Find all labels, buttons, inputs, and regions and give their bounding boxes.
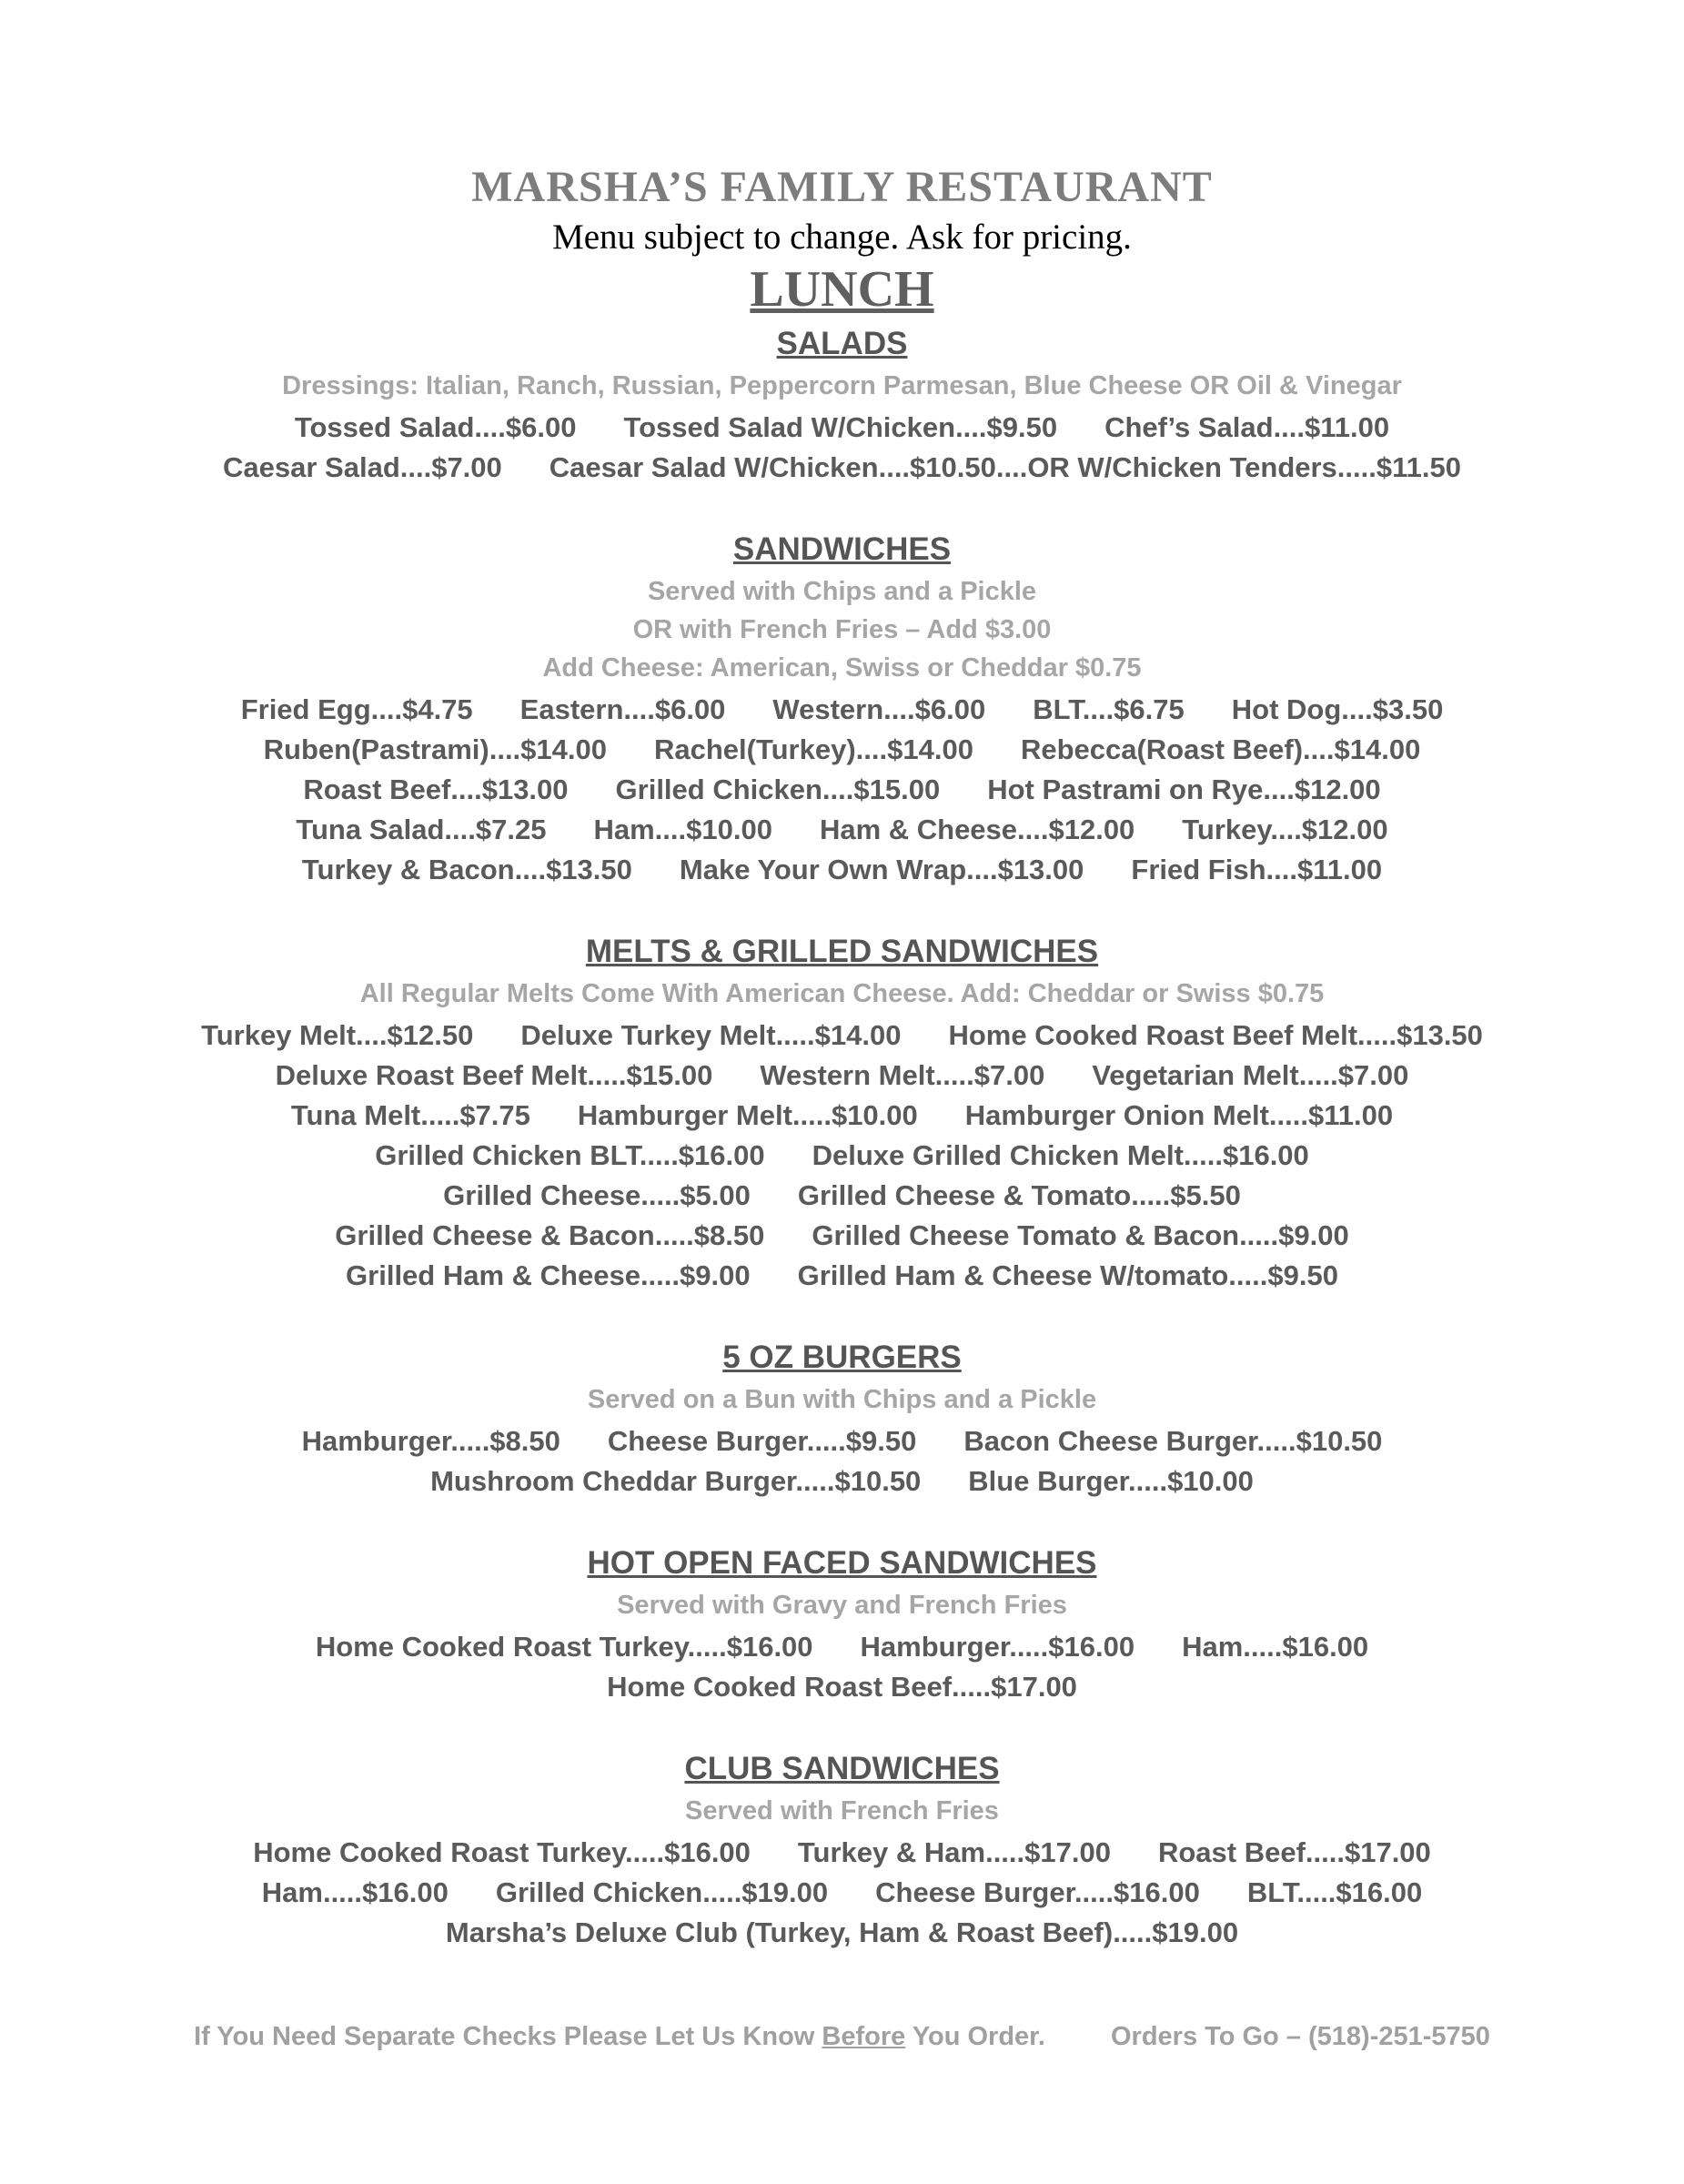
menu-item: Hot Pastrami on Rye....$12.00 [987,774,1381,805]
menu-row [0,1465,1684,1498]
menu-item: Caesar Salad W/Chicken....$10.50....OR W/Chicken Tenders.....$11.50 [549,451,1461,483]
menu-note: Menu subject to change. Ask for pricing. [552,217,1132,257]
menu-item: Grilled Cheese & Bacon.....$8.50 [335,1219,765,1251]
menu-item: Deluxe Turkey Melt.....$14.00 [520,1019,902,1051]
restaurant-name: MARSHA’S FAMILY RESTAURANT [471,163,1213,211]
menu-row [0,1099,1684,1132]
menu-item: Western....$6.00 [772,693,986,725]
menu-item: Turkey Melt....$12.50 [201,1019,474,1051]
menu-row [0,1916,1684,1949]
section-header-sandwiches: SANDWICHES [732,531,952,567]
menu-item: Roast Beef.....$17.00 [1157,1836,1431,1868]
menu-item: Caesar Salad....$7.00 [223,451,502,483]
section-note: Served on a Bun with Chips and a Pickle [587,1385,1097,1414]
menu-item: Home Cooked Roast Turkey.....$16.00 [253,1836,751,1868]
menu-item: Rebecca(Roast Beef)....$14.00 [1020,733,1421,765]
menu-item: Hamburger.....$8.50 [301,1425,560,1457]
menu-row [0,1219,1684,1252]
menu-item: Tossed Salad....$6.00 [294,411,577,443]
menu-row [0,1836,1684,1869]
menu-item: Turkey....$12.00 [1182,814,1388,845]
menu-item: Home Cooked Roast Beef.....$17.00 [607,1671,1077,1703]
menu-item: Rachel(Turkey)....$14.00 [654,733,973,765]
menu-item: Grilled Cheese Tomato & Bacon.....$9.00 [812,1219,1349,1251]
menu-item: Chef’s Salad....$11.00 [1104,411,1390,443]
menu-row [0,1259,1684,1292]
menu-row [0,1059,1684,1092]
menu-item: Home Cooked Roast Turkey.....$16.00 [315,1631,813,1663]
section-note: OR with French Fries – Add $3.00 [632,615,1052,644]
menu-item: Ham.....$16.00 [261,1876,449,1908]
menu-item: Make Your Own Wrap....$13.00 [679,854,1084,885]
section-header-hot-open-faced: HOT OPEN FACED SANDWICHES [587,1545,1097,1581]
meal-title: LUNCH [750,261,934,318]
menu-item: Hamburger Melt.....$10.00 [577,1099,918,1131]
menu-item: Tuna Melt.....$7.75 [290,1099,530,1131]
menu-item: Blue Burger.....$10.00 [968,1465,1254,1497]
section-note: Served with French Fries [685,1796,999,1825]
menu-item: Grilled Ham & Cheese W/tomato.....$9.50 [797,1259,1338,1291]
menu-item: Tossed Salad W/Chicken....$9.50 [623,411,1058,443]
menu-row [0,693,1684,726]
footer [0,2022,1684,2052]
menu-row [0,1671,1684,1704]
menu-row [0,1019,1684,1052]
menu-item: Ham....$10.00 [593,814,772,845]
menu-item: Mushroom Cheddar Burger.....$10.50 [430,1465,922,1497]
menu-item: Eastern....$6.00 [519,693,726,725]
menu-item: BLT.....$16.00 [1246,1876,1423,1908]
orders-to-go-phone: Orders To Go – (518)-251-5750 [1110,2022,1490,2051]
menu-item: Cheese Burger.....$9.50 [607,1425,917,1457]
menu-item: Grilled Chicken BLT.....$16.00 [375,1139,765,1171]
menu-row [0,814,1684,846]
section-note: All Regular Melts Come With American Cheese. Add: Cheddar or Swiss $0.75 [359,979,1325,1008]
menu-item: Western Melt.....$7.00 [760,1059,1045,1091]
menu-item: Ham.....$16.00 [1182,1631,1369,1663]
menu-item: Bacon Cheese Burger.....$10.50 [963,1425,1383,1457]
menu-item: Tuna Salad....$7.25 [296,814,547,845]
section-header-melts: MELTS & GRILLED SANDWICHES [585,934,1099,969]
menu-item: Hamburger Onion Melt.....$11.00 [964,1099,1394,1131]
menu-item: Cheese Burger.....$16.00 [875,1876,1200,1908]
section-header-club: CLUB SANDWICHES [684,1751,1000,1786]
menu-item: Grilled Chicken.....$19.00 [495,1876,829,1908]
menu-item: Fried Fish....$11.00 [1131,854,1383,885]
menu-item: Turkey & Bacon....$13.50 [301,854,632,885]
menu-item: Hot Dog....$3.50 [1231,693,1444,725]
section-note: Served with Gravy and French Fries [617,1591,1067,1620]
menu-item: Roast Beef....$13.00 [303,774,569,805]
menu-item: Grilled Cheese.....$5.00 [443,1179,751,1211]
menu-row [0,1631,1684,1663]
section-note: Add Cheese: American, Swiss or Cheddar $0.75 [542,653,1142,682]
menu-row [0,451,1684,484]
menu-row [0,733,1684,766]
section-header-salads: SALADS [776,326,908,361]
menu-item: Ham & Cheese....$12.00 [819,814,1135,845]
menu-item: Home Cooked Roast Beef Melt.....$13.50 [948,1019,1483,1051]
menu-item: Turkey & Ham.....$17.00 [797,1836,1111,1868]
menu-row [0,854,1684,886]
menu-item: Deluxe Roast Beef Melt.....$15.00 [275,1059,713,1091]
menu-item: Hamburger.....$16.00 [860,1631,1135,1663]
menu-item: BLT....$6.75 [1033,693,1185,725]
section-header-burgers: 5 OZ BURGERS [722,1340,962,1375]
menu-item: Grilled Chicken....$15.00 [615,774,941,805]
menu-item: Marsha’s Deluxe Club (Turkey, Ham & Roast Beef).....$19.00 [445,1916,1239,1948]
menu-row [0,774,1684,806]
menu-item: Fried Egg....$4.75 [240,693,473,725]
separate-checks-note: If You Need Separate Checks Please Let Us Know Before You Order. [194,2022,1045,2051]
menu-row [0,1179,1684,1212]
menu-item: Vegetarian Melt.....$7.00 [1092,1059,1409,1091]
salad-dressings-note: Dressings: Italian, Ranch, Russian, Peppercorn Parmesan, Blue Cheese OR Oil & Vinegar [282,371,1402,400]
menu-item: Grilled Ham & Cheese.....$9.00 [346,1259,751,1291]
menu-row [0,1139,1684,1172]
menu-item: Deluxe Grilled Chicken Melt.....$16.00 [812,1139,1309,1171]
menu-item: Grilled Cheese & Tomato.....$5.50 [797,1179,1241,1211]
section-note: Served with Chips and a Pickle [647,577,1037,606]
menu-row [0,411,1684,444]
menu-row [0,1425,1684,1458]
menu-row [0,1876,1684,1909]
menu-item: Ruben(Pastrami)....$14.00 [263,733,607,765]
